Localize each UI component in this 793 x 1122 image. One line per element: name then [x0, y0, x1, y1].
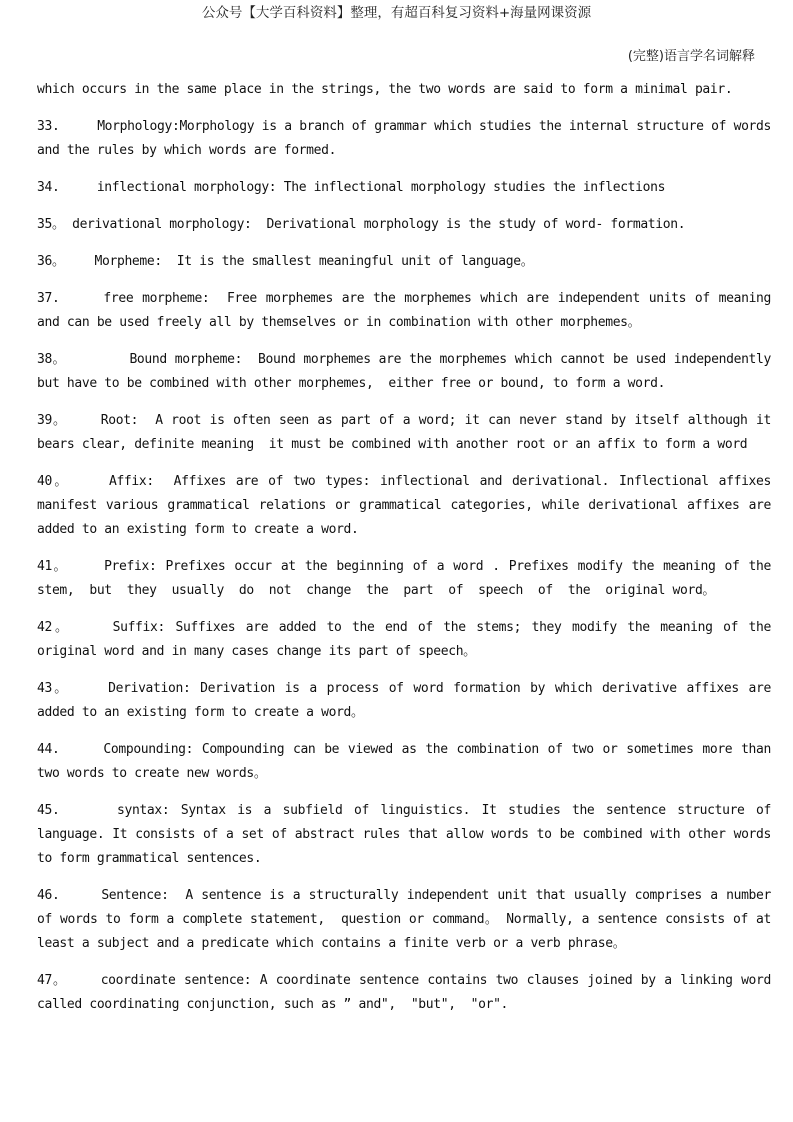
entry-term: coordinate sentence:	[100, 973, 252, 988]
entry-definition: Free morphemes are the morphemes which are independent units of meaning and can be used freely all by themselves or in combination with other morphemes。	[37, 291, 779, 330]
entry-number: 43。	[37, 681, 70, 696]
glossary-entry	[37, 250, 771, 274]
entry-gap	[71, 620, 113, 635]
watermark-header: 公众号【大学百科资料】整理，有超百科复习资料+海量网课资源	[201, 5, 592, 21]
glossary-entry	[37, 884, 779, 956]
glossary-entry	[37, 348, 779, 396]
glossary-entry	[37, 969, 779, 1017]
entry-number: 42。	[37, 620, 71, 635]
entry-definition: The inflectional morphology studies the inflections	[276, 180, 666, 195]
entry-definition: Derivation is a process of word formation by which derivative affixes are added to an existing form to create a word。	[37, 681, 779, 720]
entry-definition: Prefixes occur at the beginning of a word . Prefixes modify the meaning of the stem, but they usually do not change the part of speech of the original word。	[37, 559, 779, 598]
glossary-entry	[37, 115, 779, 163]
entry-term: Root:	[100, 413, 139, 428]
entry-definition: Derivational morphology is the study of word- formation.	[251, 217, 686, 232]
entry-definition: Morphology is a branch of grammar which studies the internal structure of words and the rules by which words are formed.	[37, 119, 779, 158]
entry-gap	[67, 973, 101, 988]
glossary-entry	[37, 213, 771, 237]
entry-gap	[59, 803, 117, 818]
entry-gap	[69, 681, 108, 696]
entry-number: 45.	[37, 803, 60, 818]
entry-term: Morphology:	[97, 119, 180, 134]
entry-gap	[66, 352, 130, 367]
entry-number: 38。	[37, 352, 66, 367]
entry-gap	[69, 474, 109, 489]
entry-term: inflectional morphology:	[96, 180, 277, 195]
entry-term: Bound morpheme:	[129, 352, 243, 367]
glossary-entry	[37, 799, 779, 871]
entry-term: derivational morphology:	[72, 217, 252, 232]
glossary-entry	[37, 470, 779, 542]
glossary-entry	[37, 176, 771, 200]
entry-gap	[65, 254, 95, 269]
entry-definition: It is the smallest meaningful unit of language。	[161, 254, 534, 269]
entry-term: Prefix:	[104, 559, 157, 574]
glossary-entry	[37, 738, 779, 786]
entry-definition: Compounding can be viewed as the combination of two or sometimes more than two words to create new words。	[37, 742, 779, 781]
glossary-entry	[37, 677, 779, 725]
entry-number: 46.	[37, 888, 60, 903]
entry-gap	[59, 742, 103, 757]
entry-definition: Affixes are of two types: inflectional and derivational. Inflectional affixes manifest various grammatical relations or grammatical categories, while derivational affixes are added to an existing form to create a word.	[37, 474, 779, 537]
entry-term: Affix:	[108, 474, 154, 489]
entry-number: 41。	[37, 559, 68, 574]
entry-term: syntax:	[116, 803, 170, 818]
entry-number: 37.	[37, 291, 60, 306]
entry-term: Compounding:	[103, 742, 194, 757]
entry-number: 40。	[37, 474, 70, 489]
continuation-paragraph: which occurs in the same place in the strings, the two words are said to form a minimal pair.	[37, 82, 733, 97]
glossary-entry	[37, 555, 779, 603]
entry-definition: A sentence is a structurally independent unit that usually comprises a number of words to form a complete statement, question or command。 Normally, a sentence consists of at least a subject and a predicate which contains a finite verb or a verb phrase。	[37, 888, 779, 951]
entry-gap	[67, 413, 101, 428]
entry-number: 47。	[37, 973, 67, 988]
entry-term: Suffix:	[112, 620, 165, 635]
entry-gap	[59, 291, 103, 306]
entry-definition: A coordinate sentence contains two clauses joined by a linking word called coordinating conjunction, such as ” and", "but", "or".	[37, 973, 779, 1012]
entry-gap	[59, 888, 101, 903]
entry-gap	[59, 119, 97, 134]
entry-number: 39。	[37, 413, 67, 428]
entry-gap	[59, 180, 96, 195]
entry-number: 35。	[37, 217, 65, 232]
entry-term: Sentence:	[101, 888, 169, 903]
entry-term: Morpheme:	[94, 254, 162, 269]
glossary-entry	[37, 287, 779, 335]
glossary-entries	[37, 115, 779, 1017]
document-body	[37, 78, 779, 1030]
entry-term: free morpheme:	[103, 291, 210, 306]
glossary-entry	[37, 409, 779, 457]
entry-gap	[68, 559, 104, 574]
glossary-entry	[37, 616, 779, 664]
entry-definition: A root is often seen as part of a word; it can never stand by itself although it bears clear, definite meaning it must be combined with another root or an affix to form a word	[37, 413, 779, 452]
document-title: (完整)语言学名词解释	[627, 49, 755, 64]
entry-number: 34.	[37, 180, 60, 195]
entry-definition: Suffixes are added to the end of the stems; they modify the meaning of the original word and in many cases change its part of speech。	[37, 620, 779, 659]
entry-definition: Bound morphemes are the morphemes which cannot be used independently but have to be combined with other morphemes, either free or bound, to form a word.	[37, 352, 779, 391]
entry-term: Derivation:	[108, 681, 191, 696]
entry-number: 33.	[37, 119, 60, 134]
entry-number: 44.	[37, 742, 60, 757]
entry-gap	[65, 217, 72, 232]
entry-definition: Syntax is a subfield of linguistics. It studies the sentence structure of language. It consists of a set of abstract rules that allow words to be combined with other words to form grammatical sentences.	[37, 803, 779, 866]
entry-number: 36。	[37, 254, 65, 269]
